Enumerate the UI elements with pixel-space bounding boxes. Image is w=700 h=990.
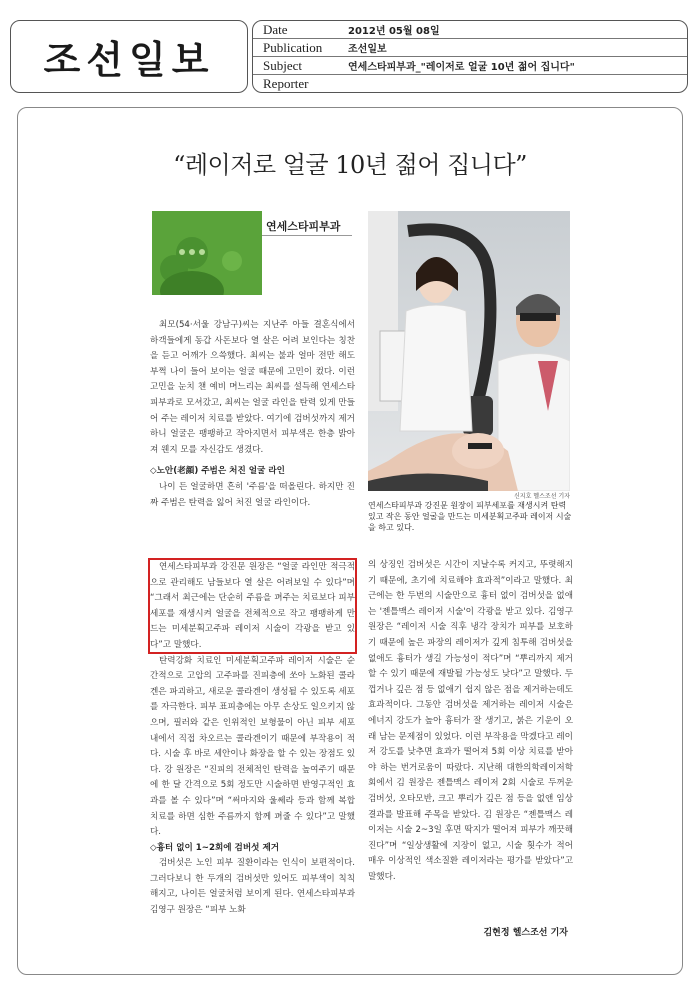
- meta-row-date: [253, 21, 687, 39]
- newspaper-logo: 조선일보: [43, 38, 215, 82]
- meta-label: Date: [263, 21, 288, 37]
- meta-value: 2012년 05월 08일: [348, 26, 440, 37]
- newspaper-logo-box: [10, 20, 248, 93]
- meta-label: Subject: [263, 57, 302, 73]
- meta-value: 조선일보: [348, 44, 387, 55]
- meta-value: 연세스타피부과_"레이저로 얼굴 10년 젊어 집니다": [348, 62, 575, 73]
- meta-label: Publication: [263, 39, 323, 55]
- article-photo: [368, 211, 570, 491]
- meta-row-publication: [253, 39, 687, 57]
- meta-row-reporter: [253, 75, 687, 93]
- body-paragraph: 탄력강화 치료인 미세분획고주파 레이저 시술은 순간적으로 고압의 고주파를 진피층에 쏘아 노화된 콜라겐은 파괴하고, 새로운 콜라겐이 생성될 수 있도록 세포를 자극한다. 피부 표피층에는 아무 손상도 일으키지 않으며, 필러와 같은 인위적인 보형물이 아닌 피부 세포 내에서 직접 차오르는 콜라겐이기 때문에 부작용이 적다. 시술 후 바로 세안이나 화장을 할 수 있는 장점도 있다. 강 원장은 “진피의 전체적인 탄력을 높여주기 때문에 한 달 간격으로 5회 정도만 시술하면 반영구적인 효과를 볼 수 있다”며 “써마지와 울쎄라 등과 함께 복합 치료를 하면 심한 주름까지 함께 펴줄 수 있다”고 말했다.: [150, 655, 355, 838]
- body-column-left-bottom: [150, 560, 355, 919]
- clinic-name: 연세스타피부과: [266, 220, 341, 233]
- article-headline: “레이저로 얼굴 10년 젊어 집니다”: [173, 151, 527, 179]
- laser-treatment-photo: [368, 211, 570, 491]
- body-paragraph: 나이 든 얼굴하면 흔히 '주름'을 떠올린다. 하지만 진짜 주범은 탄력을 잃어 처진 얼굴 라인이다.: [150, 481, 355, 508]
- photo-credit: 신지호 헬스조선 기자: [514, 493, 570, 500]
- meta-row-subject: [253, 57, 687, 75]
- photo-caption: 연세스타피부과 강진문 원장이 피부세포를 재생시켜 탄력있고 작은 동안 얼굴을 만드는 미세분획고주파 레이저 시술을 하고 있다.: [368, 501, 572, 532]
- people-silhouette-icon: [152, 211, 262, 295]
- body-paragraph: 최모(54·서울 강남구)씨는 지난주 아들 결혼식에서 하객들에게 동갑 사돈보다 열 살은 어려 보인다는 칭찬을 듣고 어깨가 으쓱했다. 최씨는 불과 얼마 전만 해도 부쩍 나이 들어 보이는 얼굴 때문에 고민이 컸다. 이런 고민을 눈치 챈 예비 며느리는 최씨를 설득해 연세스타피부과로 모셔갔고, 최씨는 얼굴 라인을 탄력 있게 만들어 주는 레이저 치료를 받았다. 여기에 검버섯까지 제거하니 얼굴은 팽팽하고 작아지면서 피부색은 한층 밝아져 웬지 모를 자신감도 생겼다.: [150, 320, 355, 455]
- subheading: ◇흉터 없이 1~2회에 검버섯 제거: [150, 842, 280, 853]
- badge-divider: [262, 235, 352, 236]
- clinic-badge-image: [152, 211, 262, 295]
- body-paragraph: 검버섯은 노인 피부 질환이라는 인식이 보편적이다. 그러다보니 한 두개의 검버섯만 있어도 피부색이 칙칙해지고, 나이든 얼굴처럼 보이게 된다. 연세스타피부과 김영구 원장은 “피부 노화: [150, 858, 355, 916]
- body-paragraph: 의 상징인 검버섯은 시간이 지날수록 커지고, 뚜렷해지기 때문에, 초기에 치료해야 효과적”이라고 말했다. 최근에는 한 두번의 시술만으로 흉터 없이 검버섯을 없애는 '젠틀맥스 레이저 시술'이 각광을 받고 있다. 김영구 원장은 “레이저 시술 직후 냉각 장치가 피부를 보호하기 때문에 높은 파장의 레이저가 깊게 침투해 검버섯을 없애도 흉터가 생길 가능성이 적다”며 “뿌리까지 제거할 수 있기 때문에 재발될 가능성도 낮다”고 말했다. 두껍거나 깊은 점 등 없애기 쉽지 않은 점을 제거하는데도 효과적이다. 그동안 검버섯을 제거하는 레이저 시술은 에너지 강도가 높아 흉터가 잘 생기고, 붉은 기운이 오래 남는 문제점이 있었다. 이런 부작용을 막겠다고 레이저 강도를 낮추면 효과가 떨어져 5회 이상 치료를 받아야 하는 번거로움이 따랐다. 지난해 대한의학레이저학회에서 김 원장은 젠틀맥스 레이저 2회 시술로 두꺼운 검버섯, 오타모반, 크고 뿌리가 깊은 점 등을 없앤 임상 결과를 발표해 주목을 받았다. 김 원장은 “젠틀맥스 레이저는 시술 2~3일 후면 딱지가 떨어져 피부가 깨끗해진다”며 “일상생활에 지장이 없고, 시술 횟수가 적어 매우 이상적인 색소질환 레이저라는 평가를 받았다”고 말했다.: [368, 560, 573, 882]
- subheading: ◇노안(老顔) 주범은 처진 얼굴 라인: [150, 466, 285, 477]
- body-column-right: [368, 558, 573, 885]
- article-byline: 김현정 헬스조선 기자: [483, 928, 568, 938]
- metadata-table: [252, 20, 688, 93]
- meta-label: Reporter: [263, 76, 309, 91]
- body-column-left-top: [150, 318, 355, 511]
- highlighted-paragraph: 연세스타피부과 강진문 원장은 “얼굴 라인만 적극적으로 관리해도 남들보다 열 살은 어려보일 수 있다”며 “그래서 최근에는 단순히 주름을 펴주는 치료보다 피부세포를 재생시켜 얼굴을 전체적으로 작고 팽팽하게 만드는 미세분획고주파 레이저 시술이 각광을 받고 있다”고 말했다.: [150, 562, 355, 650]
